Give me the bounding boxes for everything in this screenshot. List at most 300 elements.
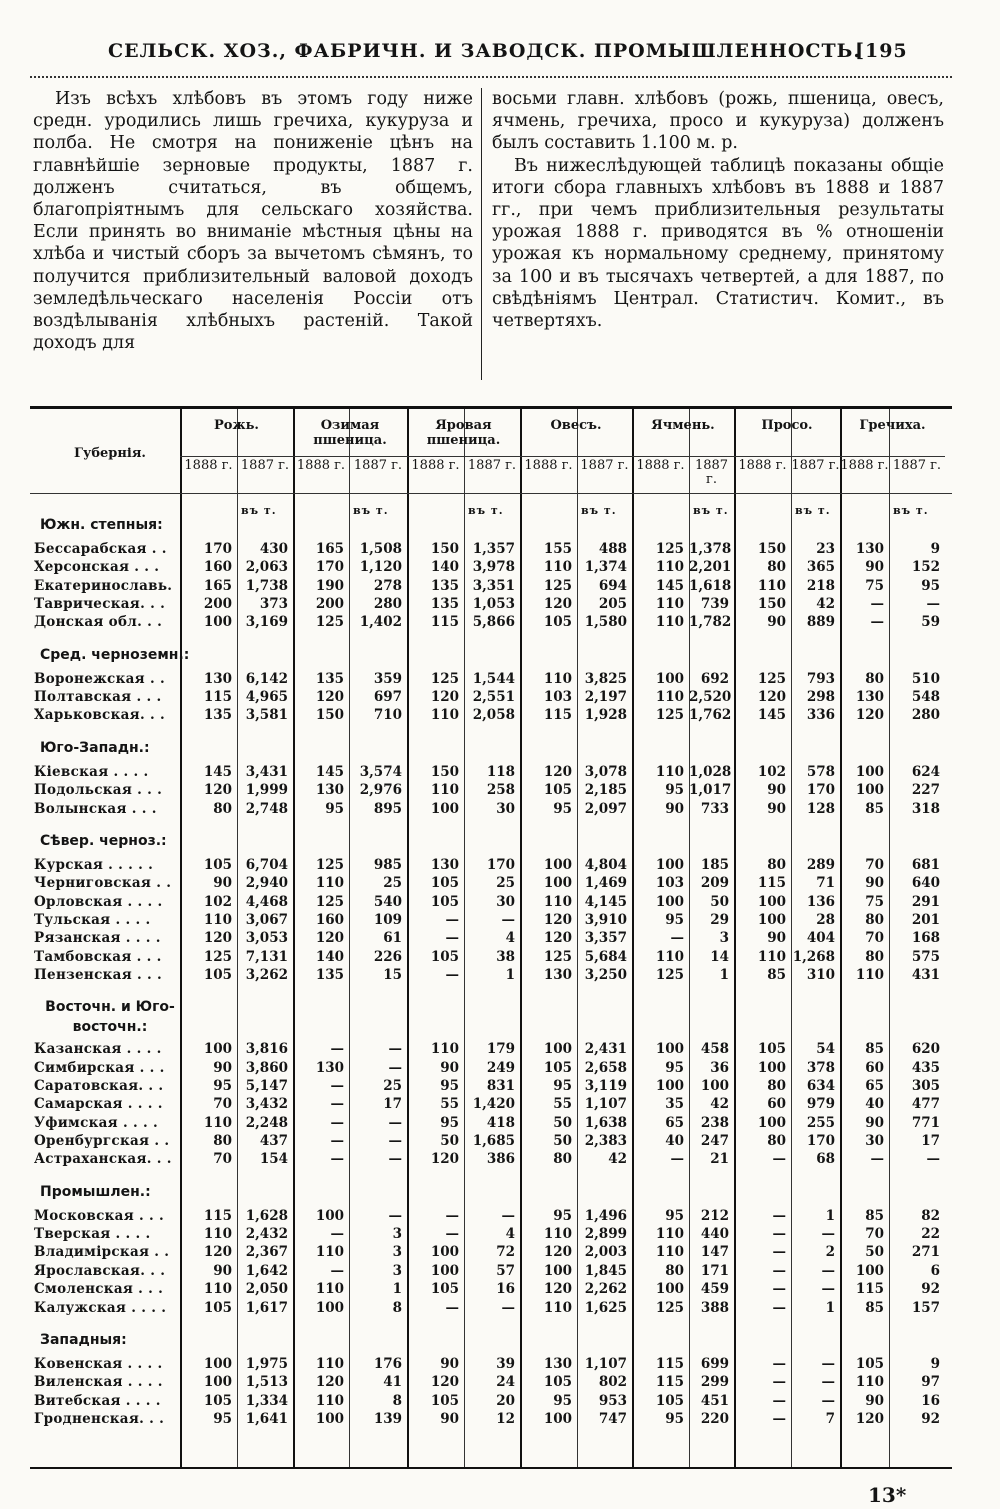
table-cell: 100 bbox=[855, 1262, 884, 1279]
table-cell: 115 bbox=[203, 1207, 232, 1224]
table-cell: 135 bbox=[430, 577, 459, 594]
table-cell: 3,978 bbox=[472, 559, 515, 576]
table-cell: 3,078 bbox=[584, 763, 627, 780]
table-cell: — bbox=[501, 1299, 515, 1316]
table-cell: 95 bbox=[325, 800, 344, 817]
table-cell: — bbox=[926, 1151, 940, 1168]
table-cell: 95 bbox=[440, 1078, 459, 1094]
unit-label: въ т. bbox=[241, 504, 277, 517]
table-cell: 110 bbox=[203, 1281, 232, 1298]
table-cell: 145 bbox=[757, 707, 786, 724]
table-cell: 115 bbox=[543, 707, 572, 724]
table-cell: 80 bbox=[865, 670, 884, 687]
table-cell: 100 bbox=[315, 1410, 344, 1427]
table-cell: — bbox=[772, 1374, 786, 1391]
table-cell: 336 bbox=[806, 707, 835, 724]
governorate-name: Владимірская . . bbox=[34, 1244, 170, 1261]
table-cell: 692 bbox=[700, 670, 729, 687]
table-cell: 40 bbox=[665, 1133, 684, 1150]
table-cell: 8 bbox=[392, 1392, 402, 1409]
table-cell: 249 bbox=[486, 1059, 515, 1076]
table-cell: — bbox=[388, 1207, 402, 1224]
table-cell: 435 bbox=[911, 1059, 940, 1076]
table-cell: 289 bbox=[806, 856, 835, 873]
table-cell: 2,003 bbox=[584, 1244, 627, 1261]
table-cell: 95 bbox=[665, 911, 684, 928]
table-cell: 145 bbox=[203, 763, 232, 780]
table-cell: 291 bbox=[911, 893, 940, 910]
governorate-name: Черниговская . . bbox=[34, 875, 172, 892]
table-cell: 105 bbox=[203, 966, 232, 983]
table-cell: 710 bbox=[373, 707, 402, 724]
table-cell: 440 bbox=[700, 1226, 729, 1243]
table-cell: 205 bbox=[598, 596, 627, 613]
table-cell: 115 bbox=[430, 614, 459, 631]
table-cell: 171 bbox=[700, 1262, 729, 1279]
table-cell: 95 bbox=[553, 1207, 572, 1224]
table-cell: 3,432 bbox=[245, 1096, 288, 1113]
table-cell: 95 bbox=[440, 1114, 459, 1131]
table-cell: 80 bbox=[865, 911, 884, 928]
table-cell: 16 bbox=[496, 1281, 515, 1298]
table-cell: 130 bbox=[203, 670, 232, 687]
table-cell: 100 bbox=[203, 614, 232, 631]
table-cell: — bbox=[772, 1262, 786, 1279]
table-cell: 130 bbox=[855, 541, 884, 557]
table-cell: 1,638 bbox=[584, 1114, 627, 1131]
table-cell: — bbox=[330, 1262, 344, 1279]
table-cell: 1,028 bbox=[689, 763, 732, 780]
year-header: 1887 г. bbox=[580, 458, 629, 473]
table-cell: 1 bbox=[719, 966, 729, 983]
table-cell: 105 bbox=[430, 1392, 459, 1409]
table-cell: 1,374 bbox=[584, 559, 627, 576]
table-cell: 190 bbox=[315, 577, 344, 594]
table-cell: 3 bbox=[392, 1244, 402, 1261]
table-cell: 105 bbox=[855, 1355, 884, 1372]
governorate-header: Губернія. bbox=[74, 446, 146, 461]
table-cell: 1,762 bbox=[689, 707, 732, 724]
table-cell: 90 bbox=[865, 1114, 884, 1131]
table-cell: 2,431 bbox=[584, 1041, 627, 1058]
table-cell: 105 bbox=[430, 1281, 459, 1298]
table-cell: 38 bbox=[496, 948, 515, 965]
table-cell: 110 bbox=[655, 1226, 684, 1243]
table-cell: 42 bbox=[816, 596, 835, 613]
crop-header: Яровая пшеница. bbox=[426, 418, 501, 448]
table-cell: 110 bbox=[655, 614, 684, 631]
governorate-name: Тульская . . . . bbox=[34, 911, 151, 928]
table-cell: 218 bbox=[806, 577, 835, 594]
table-cell: 697 bbox=[373, 689, 402, 706]
table-cell: 2,551 bbox=[472, 689, 515, 706]
table-cell: 50 bbox=[553, 1114, 572, 1131]
table-cell: 120 bbox=[543, 930, 572, 947]
table-cell: — bbox=[870, 614, 884, 631]
table-cell: 110 bbox=[655, 948, 684, 965]
header-rule bbox=[30, 493, 952, 494]
table-cell: 3,357 bbox=[584, 930, 627, 947]
table-cell: 105 bbox=[543, 1374, 572, 1391]
table-cell: 2,520 bbox=[689, 689, 732, 706]
table-cell: 2,185 bbox=[584, 782, 627, 799]
table-cell: 5,866 bbox=[472, 614, 515, 631]
governorate-name: Тамбовская . . . bbox=[34, 948, 162, 965]
table-cell: 1,625 bbox=[584, 1299, 627, 1316]
governorate-name: Полтавская . . . bbox=[34, 689, 162, 706]
table-cell: 488 bbox=[598, 541, 627, 557]
table-cell: 125 bbox=[315, 614, 344, 631]
table-cell: 110 bbox=[757, 948, 786, 965]
table-cell: 168 bbox=[911, 930, 940, 947]
table-cell: 299 bbox=[700, 1374, 729, 1391]
table-cell: 85 bbox=[865, 1207, 884, 1224]
table-cell: 2 bbox=[825, 1244, 835, 1261]
table-cell: 125 bbox=[655, 541, 684, 557]
table-cell: — bbox=[501, 1207, 515, 1224]
governorate-name: Херсонская . . . bbox=[34, 559, 160, 576]
paragraph: восьми главн. хлѣбовъ (рожь, пшеница, овесъ, ячмень, гречиха, просо и кукуруза) долженъ былъ составить 1.100 м. р. bbox=[492, 89, 944, 154]
table-cell: 150 bbox=[430, 541, 459, 557]
year-header: 1887 г. bbox=[353, 458, 403, 473]
table-cell: 140 bbox=[430, 559, 459, 576]
table-cell: 226 bbox=[373, 948, 402, 965]
running-header bbox=[108, 40, 908, 62]
year-header: 1888 г. bbox=[636, 458, 685, 473]
table-cell: 739 bbox=[700, 596, 729, 613]
table-cell: 100 bbox=[430, 1244, 459, 1261]
table-cell: 90 bbox=[865, 1392, 884, 1409]
table-cell: 2,367 bbox=[245, 1244, 288, 1261]
table-cell: 100 bbox=[757, 1114, 786, 1131]
table-cell: 278 bbox=[373, 577, 402, 594]
table-cell: — bbox=[388, 1133, 402, 1150]
governorate-name: Уфимская . . . . bbox=[34, 1114, 158, 1131]
table-cell: 100 bbox=[430, 1262, 459, 1279]
table-cell: 90 bbox=[440, 1059, 459, 1076]
year-header: 1887 г. bbox=[240, 458, 290, 473]
table-cell: 120 bbox=[315, 930, 344, 947]
table-top-rule bbox=[30, 406, 952, 409]
governorate-name: Тверская . . . . bbox=[34, 1226, 151, 1243]
governorate-name: Гродненская. . . bbox=[34, 1410, 165, 1427]
table-cell: 2,432 bbox=[245, 1226, 288, 1243]
governorate-name: Орловская . . . . bbox=[34, 893, 163, 910]
table-cell: 59 bbox=[921, 614, 940, 631]
crop-header: Просо. bbox=[761, 418, 813, 433]
table-cell: 4 bbox=[505, 930, 515, 947]
table-cell: 57 bbox=[496, 1262, 515, 1279]
region-heading: Сред. черноземн.: bbox=[40, 646, 190, 663]
unit-label: въ т. bbox=[893, 504, 929, 517]
table-cell: 105 bbox=[203, 856, 232, 873]
governorate-name: Смоленская . . . bbox=[34, 1281, 164, 1298]
table-cell: — bbox=[772, 1355, 786, 1372]
table-cell: 100 bbox=[543, 875, 572, 892]
table-cell: 255 bbox=[806, 1114, 835, 1131]
table-cell: 105 bbox=[655, 1392, 684, 1409]
table-cell: 733 bbox=[700, 800, 729, 817]
table-cell: 100 bbox=[655, 1078, 684, 1094]
table-cell: — bbox=[772, 1151, 786, 1168]
table-cell: 120 bbox=[757, 689, 786, 706]
table-cell: 36 bbox=[710, 1059, 729, 1076]
governorate-name: Екатеринославь. bbox=[34, 577, 173, 594]
table-cell: 2,976 bbox=[359, 782, 402, 799]
region-heading: Южн. степныя: bbox=[40, 517, 163, 533]
table-cell: — bbox=[445, 1207, 459, 1224]
table-cell: 30 bbox=[496, 893, 515, 910]
table-cell: 109 bbox=[373, 911, 402, 928]
table-cell: 1,928 bbox=[584, 707, 627, 724]
table-cell: 70 bbox=[865, 1226, 884, 1243]
table-cell: 115 bbox=[655, 1355, 684, 1372]
table-cell: 65 bbox=[665, 1114, 684, 1131]
table-cell: 209 bbox=[700, 875, 729, 892]
table-cell: 105 bbox=[543, 782, 572, 799]
table-cell: 120 bbox=[315, 1374, 344, 1391]
table-cell: 100 bbox=[757, 1059, 786, 1076]
governorate-name: Воронежская . . bbox=[34, 670, 165, 687]
governorate-name: Московская . . . bbox=[34, 1207, 164, 1224]
table-cell: 1 bbox=[392, 1281, 402, 1298]
table-cell: 3,067 bbox=[245, 911, 288, 928]
table-cell: 54 bbox=[816, 1041, 835, 1058]
table-cell: 20 bbox=[496, 1392, 515, 1409]
table-cell: 305 bbox=[911, 1078, 940, 1094]
table-cell: 120 bbox=[855, 707, 884, 724]
table-cell: 8 bbox=[392, 1299, 402, 1316]
table-cell: 16 bbox=[921, 1392, 940, 1409]
table-cell: 90 bbox=[665, 800, 684, 817]
table-cell: 220 bbox=[700, 1410, 729, 1427]
table-cell: 318 bbox=[911, 800, 940, 817]
table-cell: 1,357 bbox=[472, 541, 515, 557]
table-cell: 150 bbox=[757, 541, 786, 557]
table-cell: 115 bbox=[855, 1281, 884, 1298]
table-cell: 115 bbox=[203, 689, 232, 706]
table-cell: — bbox=[330, 1133, 344, 1150]
table-cell: 3,910 bbox=[584, 911, 627, 928]
table-cell: 28 bbox=[816, 911, 835, 928]
year-header: 1887 г. bbox=[467, 458, 517, 473]
table-cell: 128 bbox=[806, 800, 835, 817]
table-cell: 95 bbox=[213, 1410, 232, 1427]
table-cell: 125 bbox=[655, 966, 684, 983]
year-header: 1888 г. bbox=[840, 458, 889, 473]
table-cell: — bbox=[772, 1410, 786, 1427]
table-cell: 100 bbox=[855, 782, 884, 799]
table-cell: — bbox=[388, 1059, 402, 1076]
table-cell: 110 bbox=[655, 689, 684, 706]
table-cell: 120 bbox=[543, 763, 572, 780]
table-cell: 451 bbox=[700, 1392, 729, 1409]
table-cell: 1,685 bbox=[472, 1133, 515, 1150]
table-cell: 165 bbox=[203, 577, 232, 594]
table-cell: 110 bbox=[543, 1299, 572, 1316]
table-cell: 80 bbox=[767, 1133, 786, 1150]
table-cell: 130 bbox=[543, 1355, 572, 1372]
table-cell: — bbox=[501, 911, 515, 928]
table-cell: 97 bbox=[921, 1374, 940, 1391]
table-cell: 103 bbox=[543, 689, 572, 706]
table-cell: 3,250 bbox=[584, 966, 627, 983]
table-cell: 160 bbox=[203, 559, 232, 576]
table-cell: 80 bbox=[213, 800, 232, 817]
table-cell: — bbox=[772, 1299, 786, 1316]
table-cell: 170 bbox=[203, 541, 232, 557]
table-cell: 95 bbox=[665, 1410, 684, 1427]
governorate-name: Курская . . . . . bbox=[34, 856, 154, 873]
table-cell: 1,508 bbox=[359, 541, 402, 557]
table-cell: 3,860 bbox=[245, 1059, 288, 1076]
table-cell: 100 bbox=[855, 763, 884, 780]
table-cell: 459 bbox=[700, 1281, 729, 1298]
table-cell: 3,574 bbox=[359, 763, 402, 780]
table-cell: 176 bbox=[373, 1355, 402, 1372]
table-cell: 42 bbox=[608, 1151, 627, 1168]
table-cell: 110 bbox=[203, 911, 232, 928]
table-cell: — bbox=[330, 1114, 344, 1131]
table-cell: 25 bbox=[383, 1078, 402, 1094]
table-cell: 404 bbox=[806, 930, 835, 947]
table-cell: 105 bbox=[203, 1299, 232, 1316]
table-cell: — bbox=[445, 1299, 459, 1316]
table-cell: 55 bbox=[553, 1096, 572, 1113]
table-cell: 95 bbox=[553, 1392, 572, 1409]
table-cell: 1,268 bbox=[792, 948, 835, 965]
table-cell: 17 bbox=[383, 1096, 402, 1113]
table-cell: 140 bbox=[315, 948, 344, 965]
table-cell: 540 bbox=[373, 893, 402, 910]
table-cell: 1,469 bbox=[584, 875, 627, 892]
table-cell: 201 bbox=[911, 911, 940, 928]
table-cell: 50 bbox=[865, 1244, 884, 1261]
governorate-name: Казанская . . . . bbox=[34, 1041, 162, 1058]
table-cell: 889 bbox=[806, 614, 835, 631]
text-column-right bbox=[492, 88, 944, 332]
table-cell: 150 bbox=[315, 707, 344, 724]
table-cell: 179 bbox=[486, 1041, 515, 1058]
governorate-name: Калужская . . . . bbox=[34, 1299, 167, 1316]
table-cell: 3,169 bbox=[245, 614, 288, 631]
table-cell: 6,704 bbox=[245, 856, 288, 873]
region-heading: Сѣвер. черноз.: bbox=[40, 832, 167, 849]
governorate-name: Пензенская . . . bbox=[34, 966, 162, 983]
table-cell: 90 bbox=[865, 559, 884, 576]
crop-header: Ячмень. bbox=[651, 418, 715, 433]
table-cell: 1,496 bbox=[584, 1207, 627, 1224]
table-cell: 2,058 bbox=[472, 707, 515, 724]
table-cell: 386 bbox=[486, 1151, 515, 1168]
governorate-name: Подольская . . . bbox=[34, 782, 163, 799]
table-cell: 3,825 bbox=[584, 670, 627, 687]
table-cell: 70 bbox=[213, 1096, 232, 1113]
table-cell: — bbox=[330, 1226, 344, 1243]
table-cell: 310 bbox=[806, 966, 835, 983]
table-cell: 280 bbox=[373, 596, 402, 613]
table-cell: 152 bbox=[911, 559, 940, 576]
table-cell: 105 bbox=[757, 1041, 786, 1058]
table-cell: 2,748 bbox=[245, 800, 288, 817]
table-cell: 985 bbox=[373, 856, 402, 873]
table-cell: 80 bbox=[767, 559, 786, 576]
table-cell: 802 bbox=[598, 1374, 627, 1391]
table-cell: — bbox=[445, 1226, 459, 1243]
governorate-name: Самарская . . . . bbox=[34, 1096, 163, 1113]
table-cell: 100 bbox=[543, 1262, 572, 1279]
table-cell: 40 bbox=[865, 1096, 884, 1113]
year-header: 1888 г. bbox=[524, 458, 573, 473]
table-cell: 85 bbox=[865, 800, 884, 817]
year-header: 1887 г. bbox=[892, 458, 942, 473]
table-cell: 1,641 bbox=[245, 1410, 288, 1427]
table-cell: 120 bbox=[203, 782, 232, 799]
governorate-name: Волынская . . . bbox=[34, 800, 157, 817]
table-cell: 110 bbox=[655, 1244, 684, 1261]
table-cell: 1,513 bbox=[245, 1374, 288, 1391]
region-heading: Восточн. и Юго-восточн.: bbox=[45, 999, 175, 1036]
table-cell: 120 bbox=[430, 1151, 459, 1168]
table-cell: 72 bbox=[496, 1244, 515, 1261]
table-cell: 620 bbox=[911, 1041, 940, 1058]
table-cell: 2,197 bbox=[584, 689, 627, 706]
table-cell: 388 bbox=[700, 1299, 729, 1316]
table-cell: 110 bbox=[315, 1392, 344, 1409]
table-cell: 100 bbox=[203, 1355, 232, 1372]
table-cell: 100 bbox=[655, 893, 684, 910]
crop-header: Озимая пшеница. bbox=[313, 418, 387, 448]
column-divider bbox=[481, 88, 482, 380]
governorate-name: Рязанская . . . . bbox=[34, 930, 161, 947]
table-cell: 373 bbox=[259, 596, 288, 613]
table-cell: 1,334 bbox=[245, 1392, 288, 1409]
table-cell: 95 bbox=[921, 577, 940, 594]
table-cell: 120 bbox=[543, 1281, 572, 1298]
table-cell: — bbox=[821, 1374, 835, 1391]
table-cell: 418 bbox=[486, 1114, 515, 1131]
table-cell: 2,201 bbox=[689, 559, 732, 576]
table-cell: 979 bbox=[806, 1096, 835, 1113]
table-cell: 90 bbox=[213, 875, 232, 892]
table-cell: 110 bbox=[655, 596, 684, 613]
table-cell: 110 bbox=[543, 1226, 572, 1243]
table-cell: 160 bbox=[315, 911, 344, 928]
unit-label: въ т. bbox=[468, 504, 504, 517]
table-cell: 90 bbox=[865, 875, 884, 892]
table-cell: — bbox=[870, 596, 884, 613]
table-cell: 200 bbox=[315, 596, 344, 613]
table-cell: 227 bbox=[911, 782, 940, 799]
table-cell: 50 bbox=[553, 1133, 572, 1150]
table-cell: 1,642 bbox=[245, 1262, 288, 1279]
table-cell: 1,107 bbox=[584, 1096, 627, 1113]
table-cell: 120 bbox=[430, 1374, 459, 1391]
table-cell: 378 bbox=[806, 1059, 835, 1076]
unit-label: въ т. bbox=[353, 504, 389, 517]
table-cell: — bbox=[388, 1151, 402, 1168]
table-cell: 110 bbox=[655, 763, 684, 780]
table-cell: 95 bbox=[553, 1078, 572, 1094]
table-cell: 105 bbox=[430, 948, 459, 965]
table-cell: 145 bbox=[315, 763, 344, 780]
table-cell: 125 bbox=[655, 1299, 684, 1316]
table-cell: 120 bbox=[855, 1410, 884, 1427]
unit-label: въ т. bbox=[693, 504, 729, 517]
table-cell: 4,468 bbox=[245, 893, 288, 910]
table-cell: 1,845 bbox=[584, 1262, 627, 1279]
table-cell: 120 bbox=[203, 1244, 232, 1261]
